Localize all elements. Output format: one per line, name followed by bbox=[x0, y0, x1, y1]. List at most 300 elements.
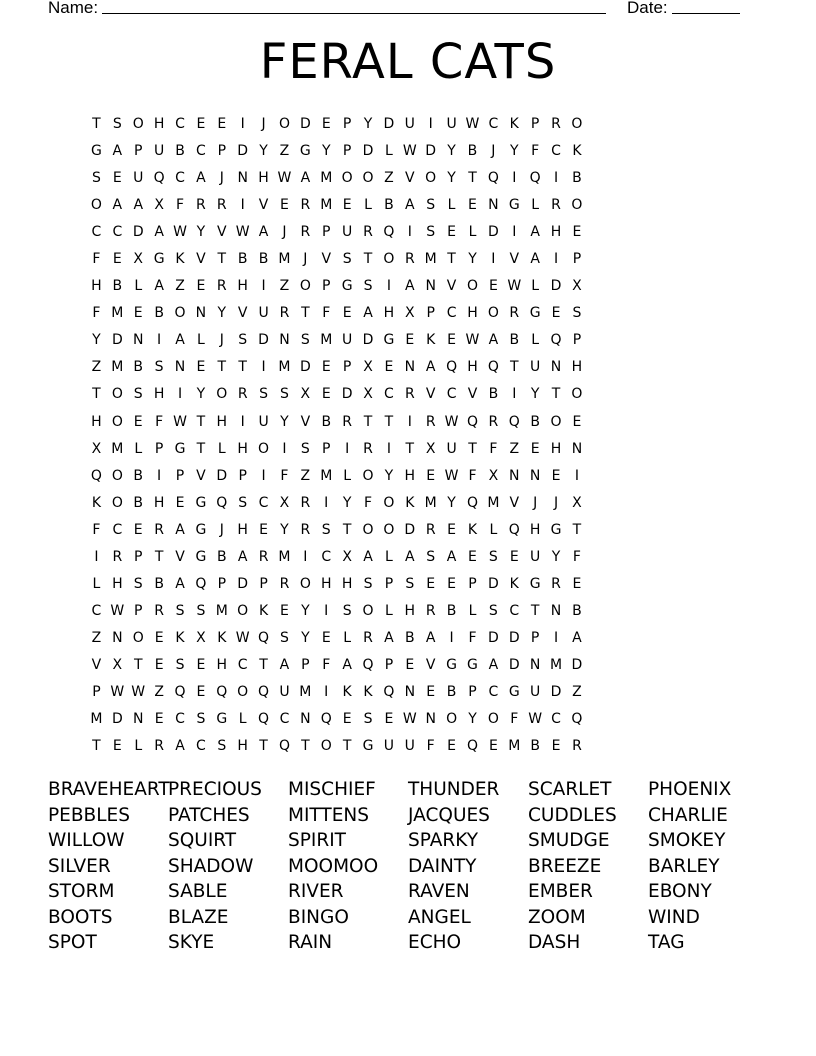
grid-letter[interactable]: P bbox=[322, 278, 331, 295]
grid-letter[interactable]: D bbox=[487, 575, 499, 592]
grid-letter[interactable]: A bbox=[175, 738, 185, 755]
grid-letter[interactable]: S bbox=[426, 548, 436, 565]
grid-letter[interactable]: I bbox=[177, 386, 183, 403]
grid-letter[interactable]: O bbox=[466, 278, 478, 295]
grid-letter[interactable]: K bbox=[175, 629, 185, 646]
grid-letter[interactable]: X bbox=[572, 278, 582, 295]
grid-letter[interactable]: U bbox=[404, 116, 415, 132]
grid-letter[interactable]: W bbox=[528, 711, 543, 728]
grid-letter[interactable]: P bbox=[342, 359, 352, 376]
grid-letter[interactable]: I bbox=[240, 197, 245, 214]
grid-letter[interactable]: D bbox=[550, 278, 562, 295]
grid-letter[interactable]: C bbox=[551, 711, 561, 728]
grid-letter[interactable]: B bbox=[133, 359, 144, 376]
grid-letter[interactable]: R bbox=[488, 413, 499, 430]
grid-letter[interactable]: A bbox=[300, 170, 311, 187]
grid-letter[interactable]: B bbox=[384, 197, 394, 214]
grid-letter[interactable]: N bbox=[279, 332, 290, 349]
grid-letter[interactable]: P bbox=[342, 116, 352, 132]
grid-letter[interactable]: D bbox=[571, 656, 583, 673]
grid-letter[interactable]: E bbox=[154, 656, 164, 673]
grid-letter[interactable]: W bbox=[173, 224, 187, 241]
grid-letter[interactable]: I bbox=[512, 170, 517, 187]
grid-letter[interactable]: Y bbox=[384, 467, 394, 484]
grid-letter[interactable]: R bbox=[216, 278, 227, 295]
grid-letter[interactable]: R bbox=[154, 521, 164, 538]
grid-letter[interactable]: L bbox=[385, 548, 393, 565]
grid-letter[interactable]: Q bbox=[383, 683, 395, 700]
grid-letter[interactable]: O bbox=[258, 440, 270, 457]
grid-letter[interactable]: D bbox=[383, 116, 395, 132]
grid-letter[interactable]: N bbox=[174, 359, 186, 376]
grid-letter[interactable]: Y bbox=[259, 143, 268, 160]
grid-letter[interactable]: J bbox=[261, 116, 266, 132]
grid-letter[interactable]: T bbox=[133, 656, 143, 673]
grid-letter[interactable]: H bbox=[258, 170, 269, 187]
grid-letter[interactable]: Z bbox=[154, 683, 164, 700]
grid-letter[interactable]: A bbox=[258, 224, 269, 241]
grid-letter[interactable]: N bbox=[404, 683, 416, 700]
grid-letter[interactable]: T bbox=[342, 738, 352, 755]
grid-letter[interactable]: R bbox=[112, 548, 123, 565]
grid-letter[interactable]: E bbox=[384, 711, 394, 728]
grid-letter[interactable]: R bbox=[258, 548, 269, 565]
grid-letter[interactable]: D bbox=[237, 575, 249, 592]
grid-letter[interactable]: E bbox=[426, 575, 436, 592]
grid-letter[interactable]: S bbox=[196, 602, 206, 619]
grid-letter[interactable]: U bbox=[279, 683, 290, 700]
grid-letter[interactable]: Z bbox=[572, 683, 582, 700]
grid-letter[interactable]: A bbox=[175, 575, 185, 592]
grid-letter[interactable]: Y bbox=[509, 143, 519, 160]
grid-letter[interactable]: N bbox=[529, 656, 541, 673]
grid-letter[interactable]: F bbox=[426, 738, 435, 755]
grid-letter[interactable]: Y bbox=[301, 629, 310, 646]
grid-letter[interactable]: V bbox=[258, 197, 269, 214]
grid-letter[interactable]: J bbox=[553, 494, 559, 511]
grid-letter[interactable]: T bbox=[154, 548, 164, 565]
grid-letter[interactable]: M bbox=[299, 683, 312, 700]
grid-letter[interactable]: N bbox=[529, 467, 541, 484]
grid-letter[interactable]: A bbox=[530, 251, 540, 268]
grid-letter[interactable]: I bbox=[282, 440, 287, 457]
grid-letter[interactable]: T bbox=[572, 521, 582, 538]
grid-letter[interactable]: P bbox=[322, 440, 331, 457]
grid-letter[interactable]: V bbox=[446, 278, 457, 295]
grid-letter[interactable]: L bbox=[468, 602, 477, 619]
grid-letter[interactable]: S bbox=[154, 359, 164, 376]
grid-letter[interactable]: N bbox=[132, 332, 144, 349]
grid-letter[interactable]: B bbox=[446, 602, 457, 619]
grid-letter[interactable]: C bbox=[279, 711, 290, 728]
grid-letter[interactable]: P bbox=[217, 143, 227, 160]
grid-letter[interactable]: J bbox=[219, 332, 224, 349]
grid-letter[interactable]: R bbox=[551, 116, 561, 132]
grid-letter[interactable]: J bbox=[219, 521, 224, 538]
grid-letter[interactable]: N bbox=[550, 359, 562, 376]
grid-letter[interactable]: N bbox=[488, 197, 499, 214]
grid-letter[interactable]: G bbox=[195, 521, 207, 538]
grid-letter[interactable]: S bbox=[342, 602, 352, 619]
grid-letter[interactable]: D bbox=[132, 224, 144, 241]
grid-letter[interactable]: H bbox=[153, 494, 165, 511]
grid-letter[interactable]: T bbox=[447, 251, 456, 268]
grid-letter[interactable]: U bbox=[342, 224, 353, 241]
grid-letter[interactable]: D bbox=[362, 332, 374, 349]
grid-letter[interactable]: Z bbox=[175, 278, 185, 295]
grid-letter[interactable]: C bbox=[112, 224, 123, 241]
grid-letter[interactable]: T bbox=[468, 440, 477, 457]
grid-letter[interactable]: A bbox=[405, 278, 415, 295]
grid-letter[interactable]: C bbox=[237, 656, 248, 673]
grid-letter[interactable]: K bbox=[91, 494, 102, 511]
grid-letter[interactable]: H bbox=[320, 575, 332, 592]
grid-letter[interactable]: Q bbox=[487, 170, 499, 187]
grid-letter[interactable]: G bbox=[299, 143, 311, 160]
grid-letter[interactable]: T bbox=[259, 738, 268, 755]
grid-letter[interactable]: L bbox=[134, 440, 143, 457]
grid-letter[interactable]: S bbox=[488, 548, 498, 565]
grid-letter[interactable]: C bbox=[91, 224, 102, 241]
grid-letter[interactable]: B bbox=[154, 305, 164, 322]
grid-letter[interactable]: C bbox=[175, 711, 185, 728]
grid-letter[interactable]: N bbox=[425, 711, 436, 728]
grid-letter[interactable]: Q bbox=[362, 656, 374, 673]
grid-letter[interactable]: T bbox=[551, 386, 561, 403]
grid-letter[interactable]: Q bbox=[195, 575, 207, 592]
grid-letter[interactable]: L bbox=[385, 143, 393, 160]
grid-letter[interactable]: W bbox=[444, 467, 459, 484]
grid-letter[interactable]: S bbox=[112, 116, 122, 132]
grid-letter[interactable]: E bbox=[488, 738, 498, 755]
grid-letter[interactable]: Q bbox=[550, 332, 562, 349]
grid-letter[interactable]: R bbox=[300, 224, 311, 241]
grid-letter[interactable]: E bbox=[133, 305, 143, 322]
grid-letter[interactable]: E bbox=[551, 305, 561, 322]
grid-letter[interactable]: A bbox=[405, 548, 415, 565]
grid-letter[interactable]: F bbox=[363, 494, 373, 511]
grid-letter[interactable]: I bbox=[553, 170, 559, 187]
grid-letter[interactable]: V bbox=[196, 251, 206, 268]
grid-letter[interactable]: Q bbox=[466, 494, 478, 511]
grid-letter[interactable]: L bbox=[134, 278, 143, 295]
grid-letter[interactable]: T bbox=[238, 359, 247, 376]
grid-letter[interactable]: O bbox=[383, 251, 395, 268]
grid-letter[interactable]: U bbox=[383, 738, 395, 755]
grid-letter[interactable]: D bbox=[362, 143, 374, 160]
grid-letter[interactable]: P bbox=[342, 143, 352, 160]
grid-letter[interactable]: T bbox=[92, 386, 101, 403]
grid-letter[interactable]: I bbox=[512, 224, 517, 241]
grid-letter[interactable]: H bbox=[153, 386, 165, 403]
grid-letter[interactable]: H bbox=[237, 440, 248, 457]
grid-letter[interactable]: E bbox=[196, 116, 206, 132]
grid-letter[interactable]: Z bbox=[300, 467, 311, 484]
grid-letter[interactable]: F bbox=[468, 629, 477, 646]
grid-letter[interactable]: O bbox=[278, 116, 290, 132]
grid-letter[interactable]: M bbox=[278, 359, 291, 376]
grid-letter[interactable]: T bbox=[405, 440, 415, 457]
grid-letter[interactable]: X bbox=[279, 494, 290, 511]
grid-letter[interactable]: Y bbox=[196, 386, 206, 403]
grid-letter[interactable]: V bbox=[237, 305, 248, 322]
grid-letter[interactable]: R bbox=[279, 305, 290, 322]
grid-letter[interactable]: L bbox=[531, 278, 540, 295]
grid-letter[interactable]: E bbox=[488, 278, 498, 295]
grid-letter[interactable]: Q bbox=[216, 494, 228, 511]
grid-letter[interactable]: L bbox=[364, 197, 372, 214]
grid-letter[interactable]: Q bbox=[153, 170, 165, 187]
grid-letter[interactable]: N bbox=[550, 602, 562, 619]
grid-letter[interactable]: L bbox=[238, 711, 247, 728]
grid-letter[interactable]: P bbox=[384, 575, 394, 592]
grid-letter[interactable]: F bbox=[175, 197, 185, 214]
grid-letter[interactable]: B bbox=[133, 467, 144, 484]
grid-letter[interactable]: M bbox=[549, 656, 563, 673]
grid-letter[interactable]: V bbox=[321, 251, 332, 268]
grid-letter[interactable]: Y bbox=[92, 332, 101, 349]
grid-letter[interactable]: B bbox=[530, 413, 540, 430]
grid-letter[interactable]: B bbox=[405, 629, 415, 646]
grid-letter[interactable]: D bbox=[237, 143, 249, 160]
grid-letter[interactable]: L bbox=[196, 332, 205, 349]
grid-letter[interactable]: O bbox=[111, 413, 123, 430]
grid-letter[interactable]: E bbox=[112, 738, 122, 755]
grid-letter[interactable]: E bbox=[196, 278, 206, 295]
grid-letter[interactable]: A bbox=[425, 629, 436, 646]
grid-letter[interactable]: B bbox=[446, 683, 457, 700]
grid-letter[interactable]: H bbox=[216, 656, 228, 673]
grid-letter[interactable]: F bbox=[468, 467, 477, 484]
grid-letter[interactable]: R bbox=[300, 197, 311, 214]
grid-letter[interactable]: U bbox=[530, 548, 541, 565]
grid-letter[interactable]: T bbox=[384, 413, 394, 430]
grid-letter[interactable]: Y bbox=[530, 386, 540, 403]
grid-letter[interactable]: P bbox=[301, 656, 310, 673]
grid-letter[interactable]: H bbox=[404, 602, 416, 619]
grid-letter[interactable]: X bbox=[572, 494, 582, 511]
name-blank-line[interactable] bbox=[102, 13, 606, 14]
grid-letter[interactable]: K bbox=[572, 143, 582, 160]
grid-letter[interactable]: V bbox=[196, 467, 206, 484]
grid-letter[interactable]: I bbox=[553, 251, 559, 268]
grid-letter[interactable]: X bbox=[300, 386, 311, 403]
grid-letter[interactable]: G bbox=[195, 494, 207, 511]
grid-letter[interactable]: Z bbox=[91, 629, 102, 646]
grid-letter[interactable]: Y bbox=[217, 305, 227, 322]
grid-letter[interactable]: S bbox=[572, 305, 582, 322]
grid-letter[interactable]: X bbox=[154, 197, 164, 214]
grid-letter[interactable]: D bbox=[508, 656, 520, 673]
grid-letter[interactable]: K bbox=[342, 683, 352, 700]
grid-letter[interactable]: B bbox=[530, 738, 540, 755]
grid-letter[interactable]: H bbox=[383, 305, 395, 322]
grid-letter[interactable]: Y bbox=[468, 711, 477, 728]
grid-letter[interactable]: J bbox=[219, 170, 224, 187]
grid-letter[interactable]: I bbox=[261, 278, 266, 295]
grid-letter[interactable]: C bbox=[446, 305, 457, 322]
grid-letter[interactable]: T bbox=[196, 413, 206, 430]
grid-letter[interactable]: R bbox=[425, 521, 436, 538]
grid-letter[interactable]: S bbox=[363, 711, 373, 728]
grid-letter[interactable]: Y bbox=[551, 548, 561, 565]
grid-letter[interactable]: R bbox=[196, 197, 206, 214]
grid-letter[interactable]: S bbox=[363, 278, 373, 295]
grid-letter[interactable]: F bbox=[92, 305, 101, 322]
grid-letter[interactable]: I bbox=[386, 278, 391, 295]
grid-letter[interactable]: W bbox=[465, 116, 480, 132]
grid-letter[interactable]: B bbox=[572, 170, 582, 187]
grid-letter[interactable]: O bbox=[362, 170, 374, 187]
grid-letter[interactable]: E bbox=[321, 359, 331, 376]
grid-letter[interactable]: A bbox=[425, 359, 436, 376]
grid-letter[interactable]: H bbox=[237, 521, 248, 538]
grid-letter[interactable]: M bbox=[424, 494, 437, 511]
grid-letter[interactable]: O bbox=[320, 738, 332, 755]
grid-letter[interactable]: B bbox=[133, 494, 144, 511]
grid-letter[interactable]: O bbox=[362, 602, 374, 619]
grid-letter[interactable]: Q bbox=[529, 170, 541, 187]
grid-letter[interactable]: A bbox=[342, 656, 352, 673]
grid-letter[interactable]: A bbox=[237, 548, 248, 565]
grid-letter[interactable]: X bbox=[363, 359, 373, 376]
grid-letter[interactable]: M bbox=[320, 467, 333, 484]
grid-letter[interactable]: S bbox=[133, 386, 143, 403]
grid-letter[interactable]: X bbox=[196, 629, 206, 646]
grid-letter[interactable]: H bbox=[216, 413, 228, 430]
grid-letter[interactable]: S bbox=[405, 575, 415, 592]
grid-letter[interactable]: C bbox=[384, 386, 394, 403]
grid-letter[interactable]: T bbox=[530, 602, 540, 619]
grid-letter[interactable]: C bbox=[196, 143, 206, 160]
grid-letter[interactable]: H bbox=[404, 467, 416, 484]
grid-letter[interactable]: T bbox=[342, 521, 352, 538]
grid-letter[interactable]: W bbox=[110, 683, 125, 700]
grid-letter[interactable]: E bbox=[572, 413, 582, 430]
grid-letter[interactable]: I bbox=[261, 359, 266, 376]
grid-letter[interactable]: G bbox=[467, 656, 478, 673]
grid-letter[interactable]: R bbox=[363, 224, 373, 241]
grid-letter[interactable]: X bbox=[91, 440, 102, 457]
grid-letter[interactable]: U bbox=[258, 305, 269, 322]
grid-letter[interactable]: L bbox=[447, 197, 456, 214]
grid-letter[interactable]: W bbox=[507, 278, 522, 295]
grid-letter[interactable]: B bbox=[237, 251, 248, 268]
grid-letter[interactable]: O bbox=[487, 711, 499, 728]
grid-letter[interactable]: E bbox=[154, 711, 164, 728]
grid-letter[interactable]: Q bbox=[278, 738, 290, 755]
grid-letter[interactable]: S bbox=[238, 332, 248, 349]
grid-letter[interactable]: O bbox=[299, 278, 311, 295]
grid-letter[interactable]: L bbox=[92, 575, 101, 592]
grid-letter[interactable]: P bbox=[426, 305, 435, 322]
grid-letter[interactable]: E bbox=[321, 116, 331, 132]
grid-letter[interactable]: E bbox=[384, 359, 394, 376]
grid-letter[interactable]: Z bbox=[384, 170, 394, 187]
grid-letter[interactable]: K bbox=[509, 116, 519, 132]
grid-letter[interactable]: T bbox=[217, 359, 227, 376]
grid-letter[interactable]: M bbox=[508, 738, 521, 755]
grid-letter[interactable]: P bbox=[530, 629, 540, 646]
grid-letter[interactable]: B bbox=[112, 278, 123, 295]
grid-letter[interactable]: N bbox=[571, 440, 583, 457]
grid-letter[interactable]: M bbox=[111, 359, 124, 376]
grid-letter[interactable]: N bbox=[509, 467, 520, 484]
grid-letter[interactable]: L bbox=[343, 629, 352, 646]
grid-letter[interactable]: B bbox=[467, 143, 478, 160]
grid-letter[interactable]: R bbox=[551, 197, 561, 214]
grid-letter[interactable]: P bbox=[322, 224, 331, 241]
grid-letter[interactable]: G bbox=[529, 305, 541, 322]
grid-letter[interactable]: E bbox=[196, 359, 206, 376]
grid-letter[interactable]: K bbox=[258, 602, 269, 619]
grid-letter[interactable]: P bbox=[468, 683, 477, 700]
grid-letter[interactable]: T bbox=[301, 738, 310, 755]
grid-letter[interactable]: A bbox=[363, 305, 373, 322]
grid-letter[interactable]: A bbox=[446, 548, 457, 565]
grid-letter[interactable]: O bbox=[174, 305, 186, 322]
grid-letter[interactable]: A bbox=[488, 332, 499, 349]
grid-letter[interactable]: N bbox=[112, 629, 123, 646]
grid-letter[interactable]: S bbox=[321, 521, 331, 538]
grid-letter[interactable]: S bbox=[342, 251, 352, 268]
grid-letter[interactable]: E bbox=[551, 467, 561, 484]
grid-letter[interactable]: I bbox=[94, 548, 99, 565]
grid-letter[interactable]: E bbox=[530, 440, 540, 457]
grid-letter[interactable]: M bbox=[320, 197, 333, 214]
grid-letter[interactable]: N bbox=[195, 305, 207, 322]
grid-letter[interactable]: L bbox=[468, 224, 477, 241]
grid-letter[interactable]: G bbox=[508, 683, 520, 700]
grid-letter[interactable]: D bbox=[258, 332, 269, 349]
grid-letter[interactable]: C bbox=[112, 521, 123, 538]
grid-letter[interactable]: T bbox=[259, 656, 268, 673]
grid-letter[interactable]: E bbox=[509, 548, 519, 565]
grid-letter[interactable]: N bbox=[237, 170, 248, 187]
grid-letter[interactable]: A bbox=[112, 197, 123, 214]
grid-letter[interactable]: W bbox=[173, 413, 187, 430]
grid-letter[interactable]: E bbox=[426, 467, 436, 484]
grid-letter[interactable]: E bbox=[133, 521, 143, 538]
grid-letter[interactable]: S bbox=[175, 602, 185, 619]
grid-letter[interactable]: J bbox=[491, 143, 496, 160]
grid-letter[interactable]: C bbox=[175, 170, 185, 187]
grid-letter[interactable]: D bbox=[299, 116, 311, 132]
grid-letter[interactable]: O bbox=[111, 386, 123, 403]
grid-letter[interactable]: E bbox=[280, 602, 289, 619]
grid-letter[interactable]: C bbox=[258, 494, 269, 511]
grid-letter[interactable]: S bbox=[92, 170, 101, 187]
grid-letter[interactable]: I bbox=[407, 413, 412, 430]
grid-letter[interactable]: S bbox=[426, 197, 436, 214]
grid-letter[interactable]: X bbox=[133, 251, 144, 268]
grid-letter[interactable]: S bbox=[217, 738, 227, 755]
grid-letter[interactable]: S bbox=[238, 494, 248, 511]
grid-letter[interactable]: J bbox=[303, 251, 308, 268]
grid-letter[interactable]: T bbox=[468, 170, 477, 187]
grid-letter[interactable]: K bbox=[405, 494, 415, 511]
grid-letter[interactable]: J bbox=[533, 494, 538, 511]
grid-letter[interactable]: V bbox=[300, 413, 311, 430]
grid-letter[interactable]: D bbox=[508, 629, 520, 646]
grid-letter[interactable]: C bbox=[509, 602, 520, 619]
grid-letter[interactable]: A bbox=[530, 224, 540, 241]
grid-letter[interactable]: L bbox=[531, 197, 540, 214]
grid-letter[interactable]: F bbox=[92, 251, 101, 268]
grid-letter[interactable]: W bbox=[277, 170, 292, 187]
grid-letter[interactable]: E bbox=[447, 332, 457, 349]
grid-letter[interactable]: W bbox=[235, 224, 250, 241]
